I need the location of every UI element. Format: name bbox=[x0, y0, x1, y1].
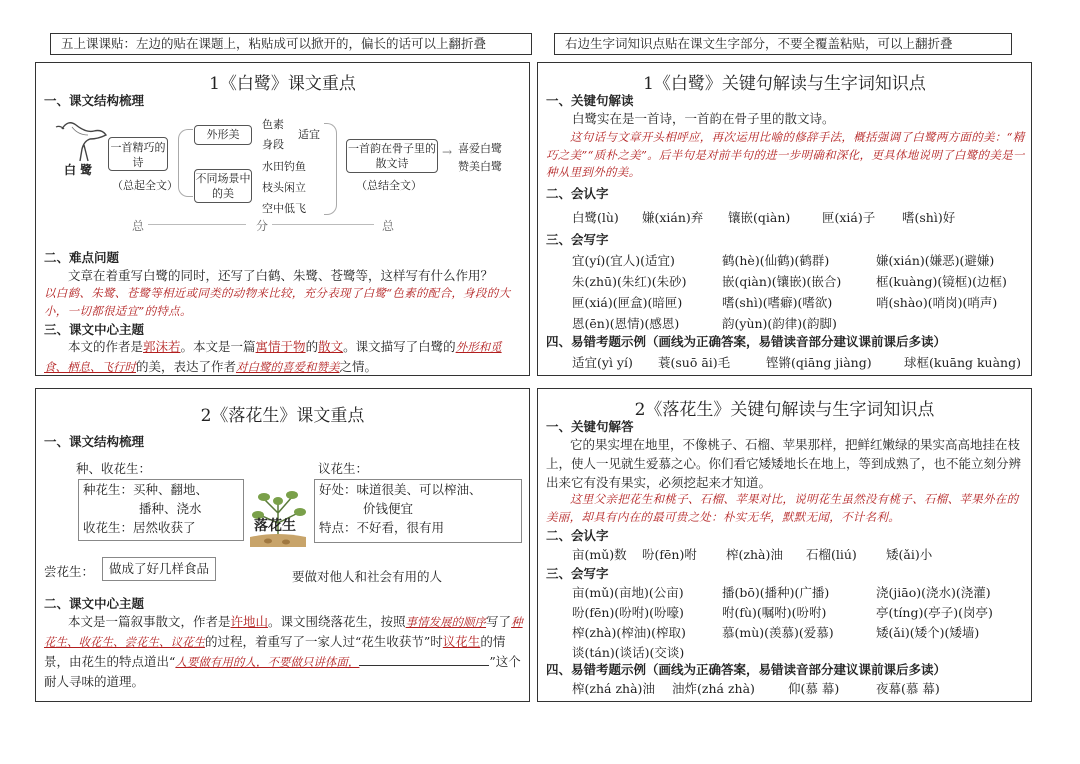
panel-title: 1《白鹭》课文重点 bbox=[209, 74, 356, 94]
center-label: 落花生 bbox=[254, 518, 296, 534]
write-word: 浇(jiāo)(浇水)(浇灌) bbox=[876, 585, 991, 600]
key-sentence: 白鹭实在是一首诗，一首韵在骨子里的散文诗。 bbox=[572, 111, 835, 126]
section-heading: 一、关键句解读 bbox=[546, 93, 634, 108]
panel-bailu-key-points bbox=[35, 62, 530, 376]
write-word: 匣(xiá)(匣盒)(暗匣) bbox=[572, 295, 683, 310]
error-example: 夜幕(慕 幕) bbox=[876, 681, 940, 696]
box-poem: 一首精巧的诗 bbox=[108, 137, 168, 171]
arrow-right-icon: → bbox=[442, 145, 453, 159]
write-word: 吩(fēn)(吩咐)(吩嚎) bbox=[572, 605, 684, 620]
sentence-note: 这句话与文章开头相呼应，再次运用比喻的修辞手法，概括强调了白鹭两方面的美：“精巧之美”“质朴之美”。后半句是对前半句的进一步明确和深化，更具体地说明了白鹭的美是一种从里到外的美。 bbox=[546, 130, 1025, 179]
write-word: 亩(mǔ)(亩地)(公亩) bbox=[572, 585, 684, 600]
recognize-word: 白鹭(lù) bbox=[572, 210, 619, 225]
write-word: 韵(yùn)(韵律)(韵脚) bbox=[722, 316, 837, 331]
top-note-right: 右边生字词知识点贴在课文生字部分，不要全覆盖粘贴，可以上翻折叠 bbox=[554, 33, 1012, 55]
error-example: 适宜(yì yí) bbox=[572, 355, 633, 370]
flow-line bbox=[148, 224, 246, 225]
write-word: 哨(shào)(哨岗)(哨声) bbox=[876, 295, 998, 310]
panel-title: 2《落花生》课文重点 bbox=[200, 406, 365, 426]
error-example: 铿锵(qiāng jiàng) bbox=[766, 355, 872, 370]
write-word: 嵌(qiàn)(镶嵌)(嵌合) bbox=[722, 274, 842, 289]
panel-luohuasheng-key-points bbox=[35, 388, 530, 702]
panel-title: 2《落花生》关键句解读与生字词知识点 bbox=[634, 400, 935, 420]
discuss-line: 特点：不好看，很有用 bbox=[319, 520, 445, 535]
recognize-word: 亩(mǔ)数 bbox=[572, 547, 627, 562]
panel-luohuasheng-vocab bbox=[537, 388, 1032, 702]
panel-bailu-vocab bbox=[537, 62, 1032, 376]
plant-line: 种花生：买种、翻地、 bbox=[83, 482, 209, 497]
recognize-word: 矮(ǎi)小 bbox=[886, 547, 933, 562]
section-heading: 四、易错考题示例（画线为正确答案，易错读音部分建议课前课后多读） bbox=[546, 662, 947, 677]
write-word: 框(kuàng)(镜框)(边框) bbox=[876, 274, 1007, 289]
scene-1: 水田钓鱼 bbox=[262, 160, 306, 173]
plant-box bbox=[78, 479, 244, 541]
section-heading: 三、会写字 bbox=[546, 566, 609, 581]
sentence-note: 这里父亲把花生和桃子、石榴、苹果对比，说明花生虽然没有桃子、石榴、苹果外在的美丽，却具有内在的最可贵之处：朴实无华，默默无闻，不计名利。 bbox=[546, 492, 1019, 524]
write-word: 鹤(hè)(仙鹤)(鹤群) bbox=[722, 253, 830, 268]
box-appearance: 外形美 bbox=[194, 125, 252, 145]
bracket bbox=[178, 129, 193, 197]
taste-box: 做成了好几样食品 bbox=[102, 557, 216, 581]
section-heading: 一、课文结构梳理 bbox=[44, 434, 145, 449]
panel-title: 1《白鹭》关键句解读与生字词知识点 bbox=[643, 74, 926, 94]
top-note-left: 五上课课贴：左边的贴在课题上，粘贴成可以掀开的，偏长的话可以上翻折叠 bbox=[50, 33, 532, 55]
recognize-word: 嫌(xián)弃 bbox=[642, 210, 704, 225]
section-heading: 三、课文中心主题 bbox=[44, 322, 145, 337]
plant-heading: 种、收花生： bbox=[76, 461, 152, 476]
write-word: 朱(zhū)(朱红)(朱砂) bbox=[572, 274, 687, 289]
flow-2: 分 bbox=[256, 219, 269, 233]
box-scene: 不同场景中的美 bbox=[194, 169, 252, 203]
scene-2: 枝头闲立 bbox=[262, 181, 306, 194]
write-word: 宜(yí)(宜人)(适宜) bbox=[572, 253, 675, 268]
write-word: 播(bō)(播种)(广播) bbox=[722, 585, 830, 600]
plant-line: 播种、浇水 bbox=[139, 501, 202, 516]
egret-icon bbox=[54, 115, 110, 163]
error-example: 油炸(zhá zhà) bbox=[672, 681, 755, 696]
recognize-word: 石榴(liú) bbox=[806, 547, 857, 562]
recognize-word: 匣(xiá)子 bbox=[822, 210, 876, 225]
write-word: 嗜(shì)(嗜癖)(嗜欲) bbox=[722, 295, 833, 310]
section-heading: 一、关键句解答 bbox=[546, 419, 634, 434]
recognize-word: 吩(fēn)咐 bbox=[642, 547, 697, 562]
error-example: 蓑(suō āi)毛 bbox=[658, 355, 731, 370]
question-text: 文章在着重写白鹭的同时，还写了白鹤、朱鹭、苍鹭等，这样写有什么作用？ bbox=[68, 268, 494, 283]
peanut-plant-icon bbox=[246, 479, 310, 549]
section-heading: 二、难点问题 bbox=[44, 250, 120, 265]
theme-paragraph: 本文的作者是郭沫若。本文是一篇寓情于物的散文。课文描写了白鹭的外形和觅食、栖息、飞行时的美，表达了作者对白鹭的喜爱和赞美之情。 bbox=[44, 339, 502, 374]
section-heading: 一、课文结构梳理 bbox=[44, 93, 145, 108]
box-poem-sub: （总起全文） bbox=[112, 179, 178, 192]
box-prose-sub: （总结全文） bbox=[356, 179, 422, 192]
flow-3: 总 bbox=[382, 219, 395, 233]
scene-3: 空中低飞 bbox=[262, 202, 306, 215]
trait-2: 身段 bbox=[262, 138, 284, 151]
write-word: 嫌(xián)(嫌恶)(避嫌) bbox=[876, 253, 995, 268]
write-word: 矮(ǎi)(矮个)(矮墙) bbox=[876, 625, 980, 640]
write-word: 榨(zhà)(榨油)(榨取) bbox=[572, 625, 686, 640]
section-heading: 二、课文中心主题 bbox=[44, 596, 145, 611]
box-prose: 一首韵在骨子里的散文诗 bbox=[346, 139, 438, 173]
love-1: 喜爱白鹭 bbox=[458, 142, 502, 155]
taste-label: 尝花生： bbox=[44, 564, 95, 579]
recognize-word: 榨(zhà)油 bbox=[726, 547, 783, 562]
section-heading: 二、会认字 bbox=[546, 528, 609, 543]
bracket bbox=[324, 123, 337, 215]
discuss-line: 价钱便宜 bbox=[363, 501, 414, 516]
trait-1: 色素 bbox=[262, 118, 284, 131]
recognize-word: 镶嵌(qiàn) bbox=[728, 210, 791, 225]
section-heading: 三、会写字 bbox=[546, 232, 609, 247]
key-sentence: 它的果实埋在地里，不像桃子、石榴、苹果那样，把鲜红嫩绿的果实高高地挂在枝上，使人一见就生爱慕之心。你们看它矮矮地长在地上，等到成熟了，也不能立刻分辨出来它有没有果实，必须挖起来才知道。 bbox=[546, 437, 1022, 490]
error-example: 仰(慕 幕) bbox=[788, 681, 840, 696]
write-word: 慕(mù)(羡慕)(爱慕) bbox=[722, 625, 834, 640]
write-word: 谈(tán)(谈话)(交谈) bbox=[572, 645, 685, 660]
section-heading: 二、会认字 bbox=[546, 186, 609, 201]
discuss-line: 好处：味道很美、可以榨油、 bbox=[319, 482, 482, 497]
trait-fit: 适宜 bbox=[298, 128, 320, 141]
theme-paragraph: 本文是一篇叙事散文，作者是许地山。课文围绕落花生，按照事情发展的顺序写了种花生、收花生、尝花生、议花生的过程，着重写了一家人过“花生收获节”时议花生的情景，由花生的特点道出“人要做有用的人，不要做只讲体面， ”这个耐人寻味的道理。 bbox=[44, 614, 523, 689]
bird-label: 白 鹭 bbox=[64, 163, 93, 177]
write-word: 亭(tíng)(亭子)(岗亭) bbox=[876, 605, 993, 620]
discuss-box bbox=[314, 479, 522, 543]
discuss-heading: 议花生： bbox=[318, 461, 369, 476]
plant-line: 收花生：居然收获了 bbox=[83, 520, 196, 535]
error-example: 球框(kuāng kuàng) bbox=[904, 355, 1021, 370]
flow-1: 总 bbox=[132, 219, 145, 233]
write-word: 恩(ēn)(恩情)(感恩) bbox=[572, 316, 680, 331]
moral-text: 要做对他人和社会有用的人 bbox=[292, 569, 443, 584]
error-example: 榨(zhá zhà)油 bbox=[572, 681, 655, 696]
write-word: 咐(fù)(嘱咐)(吩咐) bbox=[722, 605, 827, 620]
recognize-word: 嗜(shì)好 bbox=[902, 210, 956, 225]
love-2: 赞美白鹭 bbox=[458, 160, 502, 173]
flow-line bbox=[272, 224, 374, 225]
section-heading: 四、易错考题示例（画线为正确答案，易错读音部分建议课前课后多读） bbox=[546, 334, 947, 349]
answer-text: 以白鹤、朱鹭、苍鹭等相近或同类的动物来比较，充分表现了白鹭“色素的配合，身段的大小，一切都很适宜”的特点。 bbox=[44, 286, 511, 318]
